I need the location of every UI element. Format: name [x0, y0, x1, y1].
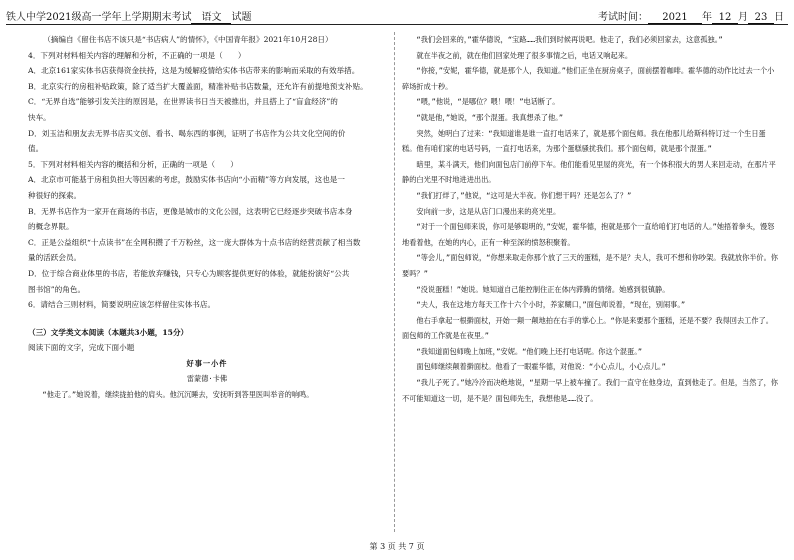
story-paragraph: “对于一个面包师来说，你可是够聪明的，”安妮，霍华德，抱就是那个一直给咱们打电话的人。”她捂着拳头，馒怒地看着他，在她的内心，正有一种至深的愤怒积聚着。 [402, 222, 775, 247]
story-paragraph: “喂，”他说，“是哪位？喂！喂！”电话断了。 [416, 97, 560, 107]
q4-option-d: D．刘玉洁和朋友去无界书店买文创、看书、喝东西的事例，证明了书店作为公共文化空间的价 [28, 128, 346, 138]
question-4 [28, 48, 386, 157]
exam-time: 考试时间： 2021 年 12 月 23 日 [598, 12, 784, 23]
subject-field: 语文 [191, 8, 231, 24]
q5-option-c-cont: 量的活跃会员。 [28, 253, 82, 263]
q4-option-c-cont: 快车。 [28, 112, 51, 122]
source-citation: （摘编自《留住书店不该只是“书店病人”的情怀》，《中国青年报》2021年10月28日） [43, 35, 333, 44]
q4-option-b: B．北京实行的房租补贴政策，除了适当扩大覆盖面，精准补贴书店数量，还允许有前提地预支补贴。 [28, 81, 368, 91]
story-paragraph: 他右手拿起一根擀面杖，开始一颠一颠地拍在右手的掌心上。“你是来要那个蛋糕，还是不要？我得回去工作了。面包师的工作就是在夜里。” [402, 315, 773, 341]
story-paragraph: “你接，”安妮，霍华德，就是那个人，我知道。”他们正坐在厨房桌子，面前摆着咖啡。霍华德的动作比过去一个小碎场折成十秒。 [402, 66, 775, 91]
story-title: 好事一小件 [186, 358, 228, 368]
q5-option-a: A．北京市可能基于房租负担大等因素的考虑，鼓励实体书店向“小而精”等方向发展，这也是一 [28, 175, 345, 185]
q4-option-c: C．“无界自选”能够引发关注的原因是，在世界读书日当天被推出，并且搭上了“盲盒经济”的 [28, 97, 338, 107]
exam-year: 2021 [648, 12, 702, 24]
q5-option-d: D．位于综合商业体里的书店，若能放弃赚钱，只专心为顾客提供更好的体验，就能扮演好“公共 [28, 268, 350, 278]
column-divider [394, 32, 395, 532]
story-paragraph: 就在半夜之前，就在他们回家处理了很多事情之后，电话又响起来。 [416, 50, 633, 60]
story-paragraph: 暗里，某斗满天，他们向面包店门前停下车。他们能看见里屋的亮光，有一个体积很大的男人来回走动，在那片平静的白光里不时地进进出出。 [402, 159, 776, 185]
question-6: 6．请结合三则材料，简要说明应该怎样留住实体书店。 [28, 300, 216, 310]
story-paragraph: “我们会回来的，”霍华德说，“宝路……我们到时候再说吧。他走了，我们必须回家去，这意孤独。” [416, 35, 723, 44]
question-5 [28, 157, 386, 297]
exam-month: 12 [712, 12, 738, 24]
story-paragraph: 突然，她明白了过来：“我知道谁是谁一直打电话来了，就是那个面包师。我在他那儿给斯科特订过一个生日蛋糕。他有咱们家的电话号码，一直打电话来，为那个蛋糕骚扰我们。那个面包师，就是那个混蛋。” [402, 128, 766, 154]
story-paragraph: “等会儿，”面包师说，“你想来取走你那个放了三天的蛋糕，是不是？夫人，我可不想和你吵架。我就放你半价。你要吗？” [402, 253, 778, 278]
story-paragraph: “他走了。”她说着，继续拢拍他的肩头。他沉沉睡去，安抚听到答里医叫举音的响鸣。 [42, 390, 314, 400]
story-paragraph: “夫人，我在这地方每天工作十六个小时，养家糊口，”面包师说着，“现在，别闹事。” [416, 300, 686, 310]
q4-option-a: A．北京161家实体书店获得资金扶持，这是为缓解疫情给实体书店带来的影响而采取的有效举措。 [28, 66, 360, 76]
story-author: 雷蒙德·卡佛 [186, 374, 228, 384]
exam-title: 铁人中学2021级高一学年上学期期末考试 语文 试题 [6, 8, 251, 24]
page-number: 第 3 页 共 7 页 [369, 542, 425, 551]
right-column [402, 32, 778, 532]
header-rule [6, 24, 788, 25]
exam-day: 23 [748, 12, 774, 24]
story-paragraph: 面包师继续颠着擀面杖。他看了一眼霍华德，对他说：“小心点儿，小心点儿。” [416, 362, 666, 372]
q4-stem: 4．下列对材料相关内容的理解和分析，不正确的一项是（ ） [28, 50, 246, 60]
q5-option-b: B．无界书店作为一家开在商场的书店，更像是城市的文化公园，这表明它已经逐步突破书店本身 [28, 206, 353, 216]
story-paragraph: “我知道面包师晚上加班，”安妮。“他们晚上还打电话呢。你这个混蛋。” [416, 346, 643, 356]
story-paragraph: “没说蛋糕！”她说。她知道自己能控制住正在体内滞腾的情绪。她感到很镇静。 [416, 284, 670, 294]
story-paragraph: “就是他，”她说，“那个混蛋。我真想杀了他。” [416, 112, 564, 122]
q5-option-c: C．正是公益组织“十点读书”在全网积攒了千万粉丝，这一庞大群体为十点书店的经营贡献了相当数 [28, 237, 361, 247]
q5-option-d-cont: 图书馆”的角色。 [28, 284, 86, 294]
left-column [28, 32, 386, 532]
q5-option-a-cont: 种很好的探索。 [28, 190, 82, 200]
story-paragraph: “我们打烊了，”他说，“这可是大半夜。你们想干吗？还是怎么了？” [416, 190, 632, 200]
q4-option-d-cont: 值。 [28, 144, 44, 154]
q5-stem: 5．下列对材料相关内容的概括和分析，正确的一项是（ ） [28, 159, 238, 169]
q5-option-b-cont: 的概念界限。 [28, 222, 74, 232]
story-paragraph: 安向前一步，这是从店门口漫出来的亮光里。 [416, 206, 561, 216]
section-intro: 阅读下面的文字，完成下面小题 [28, 343, 135, 353]
section-title: （三）文学类文本阅读（本题共3小题，15分） [28, 327, 189, 337]
story-paragraph: “我儿子死了。”她冷冷而决绝地说，“星期一早上被车撞了。我们一直守在他身边，直到他走了。但是，当然了，你不可能知道这一切，是不是？面包师先生，我想他是……没了。 [402, 378, 778, 403]
